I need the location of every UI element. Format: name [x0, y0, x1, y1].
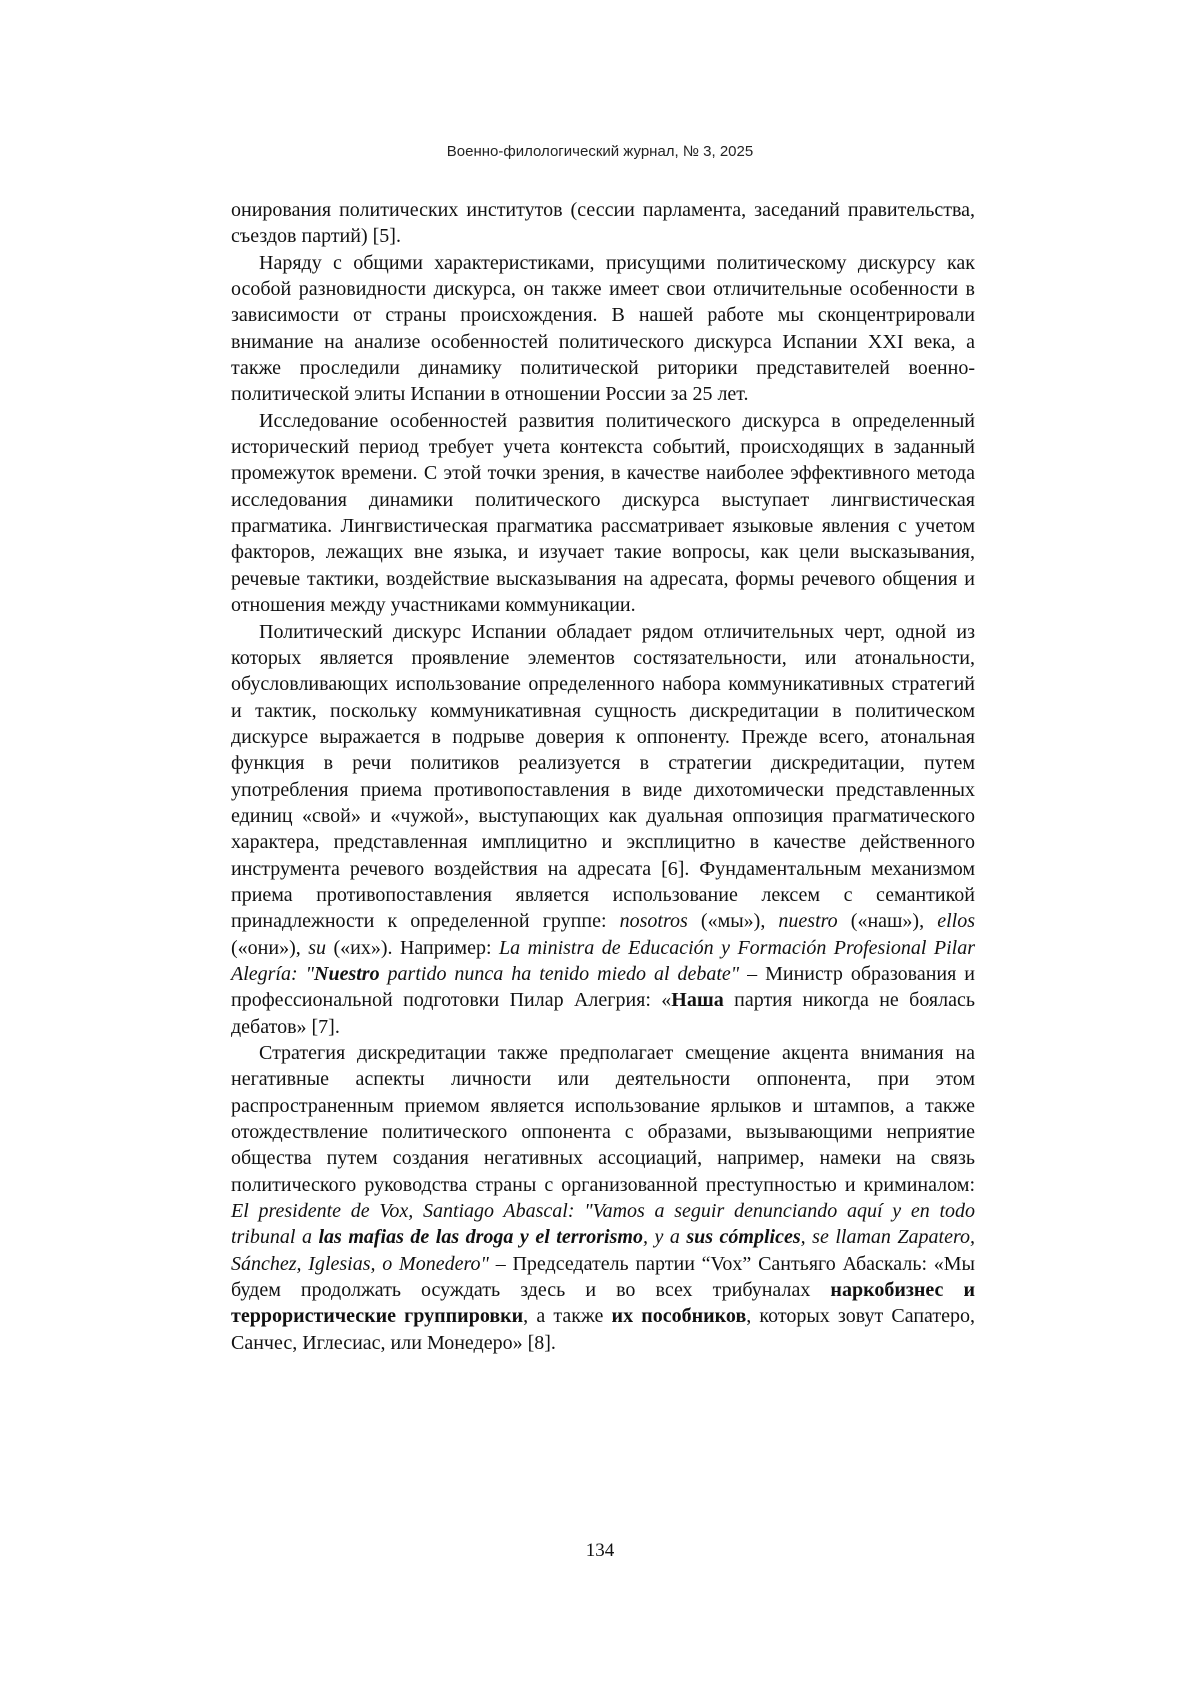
example-italic: partido nunca ha tenido miedo al debate": [379, 962, 740, 985]
example-italic: , y a: [642, 1226, 687, 1249]
text-run: («они»),: [231, 936, 309, 959]
example-italic: nosotros: [619, 910, 688, 933]
example-italic: su: [308, 936, 326, 959]
text-run: Стратегия дискредитации также предполагает смещение акцента внимания на негативные аспекты личности или деятельности оппонента, при этом распространенным приемом является использование ярлыков и штампов, а также отождествление политического оппонента с образами, вызывающими неприятие общества путем создания негативных ассоциаций, например, намеки на связь политического руководства страны с организованной преступностью и криминалом:: [231, 1042, 975, 1196]
paragraph: [231, 197, 975, 250]
example-italic: ellos: [937, 910, 975, 933]
example-italic: La ministra de Educación y Formación Profesional Pilar Alegría: ": [231, 936, 975, 985]
text-run: , а также: [523, 1305, 612, 1328]
example-italic: El presidente de Vox, Santiago Abascal: "Vamos a seguir denunciando aquí y en todo tribunal a: [231, 1200, 975, 1249]
running-header: Военно-филологический журнал, № 3, 2025: [446, 143, 754, 160]
paragraph: [231, 1040, 975, 1356]
paragraph: [231, 250, 975, 408]
text-run: («их»). Например:: [326, 936, 499, 959]
text-run: Наряду с общими характеристиками, присущими политическому дискурсу как особой разновидности дискурса, он также имеет свои отличительные особенности в зависимости от страны происхождения. В нашей работе мы сконцентрировали внимание на анализе особенностей политического дискурса Испании XXI века, а также проследили динамику политической риторики представителей военно-политической элиты Испании в отношении России за 25 лет.: [231, 251, 975, 406]
paragraph: [231, 408, 975, 619]
text-run: партия никогда не боялась дебатов» [7].: [231, 989, 975, 1038]
article-body: [231, 197, 975, 1356]
emphasis-bold-italic: las mafias de las droga y el terrorismo: [318, 1226, 643, 1249]
text-run: , которых зовут Сапатеро, Санчес, Иглесиас, или Монедеро» [8].: [231, 1305, 975, 1354]
text-run: – Министр образования и профессиональной подготовки Пилар Алегрия: «: [231, 962, 975, 1012]
page-number: 134: [585, 1540, 615, 1561]
example-italic: , se llaman Zapatero, Sánchez, Iglesias, o Monedero": [231, 1226, 975, 1275]
text-run: («мы»),: [687, 910, 779, 933]
example-italic: nuestro: [778, 910, 838, 933]
emphasis-bold: Наша: [671, 989, 724, 1012]
text-run: – Председатель партии “Vox” Сантьяго Абаскаль: «Мы будем продолжать осуждать здесь и во всех трибуналах: [231, 1252, 975, 1302]
emphasis-bold: наркобизнес и террористические группировки: [231, 1279, 976, 1328]
emphasis-bold-italic: Nuestro: [314, 962, 380, 985]
text-run: онирования политических институтов (сессии парламента, заседаний правительства, съездов партий) [5].: [231, 199, 975, 248]
paragraph: [231, 619, 975, 1041]
text-run: Политический дискурс Испании обладает рядом отличительных черт, одной из которых является проявление элементов состязательности, или атональности, обусловливающих использование определенного набора коммуникативных стратегий и тактик, поскольку коммуникативная сущность дискредитации в политическом дискурсе выражается в подрыве доверия к оппоненту. Прежде всего, атональная функция в речи политиков реализуется в стратегии дискредитации, путем употребления приема противопоставления в виде дихотомически представленных единиц «свой» и «чужой», выступающих как дуальная оппозиция прагматического характера, представленная имплицитно и эксплицитно в качестве действенного инструмента речевого воздействия на адресата [6]. Фундаментальным механизмом приема противопоставления является использование лексем с семантикой принадлежности к определенной группе:: [231, 620, 975, 933]
text-run: Исследование особенностей развития политического дискурса в определенный исторический период требует учета контекста событий, происходящих в заданный промежуток времени. С этой точки зрения, в качестве наиболее эффективного метода исследования динамики политического дискурса выступает лингвистическая прагматика. Лингвистическая прагматика рассматривает языковые явления с учетом факторов, лежащих вне языка, и изучает такие вопросы, как цели высказывания, речевые тактики, воздействие высказывания на адресата, формы речевого общения и отношения между участниками коммуникации.: [231, 409, 975, 617]
emphasis-bold: их пособников: [611, 1305, 747, 1328]
emphasis-bold-italic: sus cómplices: [686, 1226, 801, 1249]
text-run: («наш»),: [837, 910, 938, 933]
